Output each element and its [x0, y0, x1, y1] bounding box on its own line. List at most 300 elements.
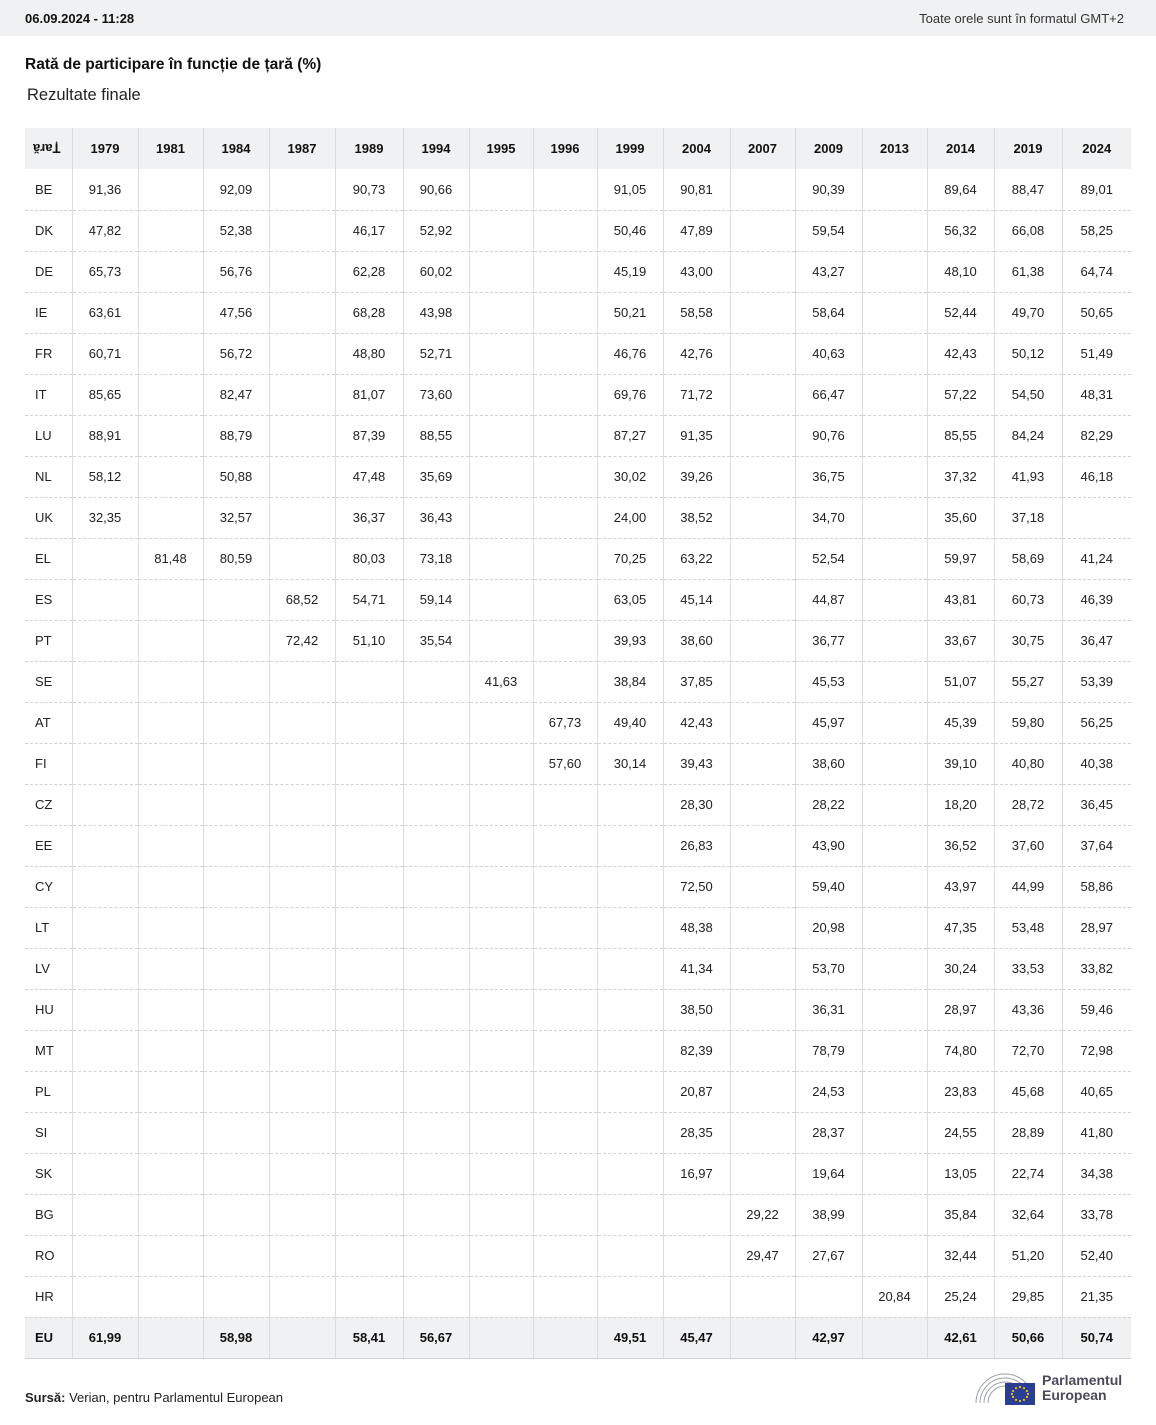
turnout-cell: 49,40: [597, 702, 663, 743]
turnout-cell: [469, 784, 533, 825]
turnout-cell: 58,41: [335, 1317, 403, 1358]
turnout-cell: [469, 989, 533, 1030]
year-header-1987[interactable]: 1987: [269, 128, 335, 169]
turnout-cell: 21,35: [1062, 1276, 1131, 1317]
turnout-cell: [72, 620, 138, 661]
turnout-cell: [403, 784, 469, 825]
country-code: PT: [25, 620, 72, 661]
turnout-cell: [138, 1235, 203, 1276]
turnout-cell: [730, 661, 795, 702]
turnout-cell: [469, 1071, 533, 1112]
turnout-cell: [597, 989, 663, 1030]
turnout-cell: 58,86: [1062, 866, 1131, 907]
country-code: LU: [25, 415, 72, 456]
turnout-cell: [862, 1317, 927, 1358]
source-text: Verian, pentru Parlamentul European: [69, 1390, 284, 1405]
turnout-cell: 66,47: [795, 374, 862, 415]
year-header-2009[interactable]: 2009: [795, 128, 862, 169]
turnout-cell: 72,42: [269, 620, 335, 661]
turnout-cell: [862, 292, 927, 333]
year-header-1994[interactable]: 1994: [403, 128, 469, 169]
year-header-2013[interactable]: 2013: [862, 128, 927, 169]
turnout-cell: [862, 415, 927, 456]
turnout-cell: 68,28: [335, 292, 403, 333]
turnout-cell: 82,29: [1062, 415, 1131, 456]
turnout-cell: [403, 661, 469, 702]
turnout-cell: [730, 1071, 795, 1112]
turnout-cell: [138, 333, 203, 374]
turnout-cell: [72, 866, 138, 907]
turnout-cell: [730, 702, 795, 743]
turnout-table: [25, 128, 1131, 1359]
turnout-cell: 54,50: [994, 374, 1062, 415]
turnout-cell: 36,37: [335, 497, 403, 538]
turnout-cell: [862, 907, 927, 948]
table-row: [25, 333, 1131, 374]
turnout-cell: 29,47: [730, 1235, 795, 1276]
turnout-cell: [862, 825, 927, 866]
turnout-cell: [403, 1194, 469, 1235]
turnout-cell: 59,40: [795, 866, 862, 907]
turnout-cell: 90,81: [663, 169, 730, 210]
table-row: [25, 620, 1131, 661]
turnout-cell: 47,89: [663, 210, 730, 251]
turnout-cell: 50,21: [597, 292, 663, 333]
table-row: [25, 948, 1131, 989]
turnout-cell: [203, 989, 269, 1030]
turnout-cell: [72, 702, 138, 743]
turnout-cell: 38,99: [795, 1194, 862, 1235]
turnout-cell: 49,51: [597, 1317, 663, 1358]
turnout-cell: [597, 948, 663, 989]
year-header-2007[interactable]: 2007: [730, 128, 795, 169]
turnout-cell: [72, 1235, 138, 1276]
turnout-cell: 36,75: [795, 456, 862, 497]
turnout-cell: 78,79: [795, 1030, 862, 1071]
turnout-cell: 50,46: [597, 210, 663, 251]
turnout-cell: 34,70: [795, 497, 862, 538]
country-code: BG: [25, 1194, 72, 1235]
turnout-cell: 24,00: [597, 497, 663, 538]
turnout-cell: 91,36: [72, 169, 138, 210]
turnout-cell: [269, 374, 335, 415]
turnout-cell: 28,97: [1062, 907, 1131, 948]
turnout-cell: 43,97: [927, 866, 994, 907]
turnout-cell: [138, 907, 203, 948]
turnout-cell: 32,44: [927, 1235, 994, 1276]
turnout-cell: [862, 579, 927, 620]
turnout-cell: [663, 1235, 730, 1276]
turnout-cell: 70,25: [597, 538, 663, 579]
turnout-cell: [269, 1235, 335, 1276]
table-row: [25, 784, 1131, 825]
turnout-cell: [403, 1112, 469, 1153]
table-row: [25, 1235, 1131, 1276]
turnout-cell: [203, 579, 269, 620]
year-header-2024[interactable]: 2024: [1062, 128, 1131, 169]
turnout-cell: [269, 825, 335, 866]
turnout-cell: 87,39: [335, 415, 403, 456]
turnout-cell: 66,08: [994, 210, 1062, 251]
turnout-cell: [862, 1194, 927, 1235]
turnout-cell: [533, 497, 597, 538]
turnout-cell: [269, 1317, 335, 1358]
turnout-cell: [72, 907, 138, 948]
turnout-cell: [72, 1071, 138, 1112]
turnout-cell: 92,09: [203, 169, 269, 210]
turnout-cell: 52,44: [927, 292, 994, 333]
turnout-cell: 48,38: [663, 907, 730, 948]
turnout-cell: [203, 1071, 269, 1112]
table-row: [25, 1153, 1131, 1194]
turnout-cell: 38,50: [663, 989, 730, 1030]
turnout-cell: 90,73: [335, 169, 403, 210]
turnout-cell: 63,22: [663, 538, 730, 579]
turnout-cell: [469, 579, 533, 620]
turnout-cell: [469, 1030, 533, 1071]
country-code: RO: [25, 1235, 72, 1276]
turnout-cell: 43,27: [795, 251, 862, 292]
turnout-cell: 38,84: [597, 661, 663, 702]
turnout-cell: [72, 784, 138, 825]
turnout-cell: 56,76: [203, 251, 269, 292]
turnout-cell: [138, 374, 203, 415]
turnout-cell: [269, 538, 335, 579]
timezone-note: Toate orele sunt în formatul GMT+2: [919, 10, 1124, 26]
turnout-cell: [533, 456, 597, 497]
turnout-cell: [730, 989, 795, 1030]
year-header-1995[interactable]: 1995: [469, 128, 533, 169]
logo-line-2: European: [1042, 1387, 1107, 1403]
turnout-cell: 59,46: [1062, 989, 1131, 1030]
turnout-cell: 57,22: [927, 374, 994, 415]
turnout-cell: 23,83: [927, 1071, 994, 1112]
turnout-cell: [533, 948, 597, 989]
turnout-cell: [335, 1153, 403, 1194]
turnout-cell: [469, 497, 533, 538]
turnout-cell: 90,66: [403, 169, 469, 210]
country-code: MT: [25, 1030, 72, 1071]
turnout-cell: 40,63: [795, 333, 862, 374]
turnout-cell: [533, 1112, 597, 1153]
turnout-cell: 51,20: [994, 1235, 1062, 1276]
turnout-cell: [663, 1276, 730, 1317]
turnout-cell: [730, 210, 795, 251]
turnout-cell: [597, 1153, 663, 1194]
turnout-cell: 24,55: [927, 1112, 994, 1153]
turnout-cell: 20,84: [862, 1276, 927, 1317]
turnout-cell: 72,70: [994, 1030, 1062, 1071]
turnout-cell: [730, 1153, 795, 1194]
turnout-cell: [469, 292, 533, 333]
turnout-cell: [203, 948, 269, 989]
turnout-cell: [730, 1112, 795, 1153]
turnout-cell: 90,39: [795, 169, 862, 210]
turnout-cell: 64,74: [1062, 251, 1131, 292]
turnout-cell: [138, 1276, 203, 1317]
turnout-cell: [469, 333, 533, 374]
turnout-cell: [533, 1235, 597, 1276]
turnout-cell: [469, 620, 533, 661]
turnout-cell: 81,48: [138, 538, 203, 579]
turnout-cell: [269, 497, 335, 538]
turnout-cell: 60,71: [72, 333, 138, 374]
year-header-1996[interactable]: 1996: [533, 128, 597, 169]
turnout-cell: 35,54: [403, 620, 469, 661]
turnout-cell: 38,60: [795, 743, 862, 784]
turnout-cell: [138, 497, 203, 538]
year-header-1979[interactable]: 1979: [72, 128, 138, 169]
results-datetime: 06.09.2024 - 11:28: [25, 10, 135, 26]
turnout-cell: 55,27: [994, 661, 1062, 702]
turnout-cell: 85,55: [927, 415, 994, 456]
turnout-cell: [269, 415, 335, 456]
turnout-cell: 40,65: [1062, 1071, 1131, 1112]
turnout-cell: [335, 989, 403, 1030]
turnout-cell: [269, 292, 335, 333]
turnout-cell: [138, 1030, 203, 1071]
country-code: FR: [25, 333, 72, 374]
turnout-cell: 35,60: [927, 497, 994, 538]
turnout-cell: [730, 333, 795, 374]
turnout-cell: 24,53: [795, 1071, 862, 1112]
turnout-cell: [138, 292, 203, 333]
turnout-cell: 33,82: [1062, 948, 1131, 989]
turnout-cell: 56,25: [1062, 702, 1131, 743]
turnout-cell: [138, 702, 203, 743]
table-row: [25, 374, 1131, 415]
turnout-cell: 32,57: [203, 497, 269, 538]
turnout-cell: 19,64: [795, 1153, 862, 1194]
turnout-cell: 32,64: [994, 1194, 1062, 1235]
turnout-cell: [138, 948, 203, 989]
country-code: BE: [25, 169, 72, 210]
year-header-2019[interactable]: 2019: [994, 128, 1062, 169]
turnout-cell: 44,87: [795, 579, 862, 620]
turnout-cell: [597, 1112, 663, 1153]
turnout-cell: 59,14: [403, 579, 469, 620]
turnout-cell: [862, 989, 927, 1030]
turnout-cell: 85,65: [72, 374, 138, 415]
european-parliament-logo[interactable]: [972, 1368, 1134, 1408]
country-code: PL: [25, 1071, 72, 1112]
table-row: [25, 907, 1131, 948]
turnout-cell: [403, 1071, 469, 1112]
turnout-cell: [730, 1030, 795, 1071]
turnout-cell: [862, 620, 927, 661]
turnout-cell: [138, 825, 203, 866]
turnout-cell: [730, 1276, 795, 1317]
turnout-cell: 29,22: [730, 1194, 795, 1235]
turnout-cell: [403, 989, 469, 1030]
year-header-2004[interactable]: 2004: [663, 128, 730, 169]
turnout-cell: [403, 1235, 469, 1276]
turnout-cell: 89,01: [1062, 169, 1131, 210]
turnout-cell: 22,74: [994, 1153, 1062, 1194]
year-header-1989[interactable]: 1989: [335, 128, 403, 169]
turnout-cell: 88,91: [72, 415, 138, 456]
turnout-cell: 48,80: [335, 333, 403, 374]
turnout-cell: 33,53: [994, 948, 1062, 989]
turnout-cell: 39,43: [663, 743, 730, 784]
turnout-cell: [403, 1276, 469, 1317]
turnout-cell: [203, 620, 269, 661]
turnout-cell: [203, 1030, 269, 1071]
turnout-cell: 58,98: [203, 1317, 269, 1358]
turnout-cell: [72, 661, 138, 702]
turnout-cell: 35,69: [403, 456, 469, 497]
turnout-cell: [730, 538, 795, 579]
country-code: HU: [25, 989, 72, 1030]
turnout-cell: 52,54: [795, 538, 862, 579]
country-code: EL: [25, 538, 72, 579]
turnout-cell: 46,18: [1062, 456, 1131, 497]
turnout-cell: 33,67: [927, 620, 994, 661]
turnout-cell: [72, 743, 138, 784]
year-header-2014[interactable]: 2014: [927, 128, 994, 169]
turnout-cell: [730, 948, 795, 989]
turnout-cell: [469, 743, 533, 784]
turnout-cell: [730, 907, 795, 948]
turnout-cell: [469, 456, 533, 497]
country-code: HR: [25, 1276, 72, 1317]
turnout-cell: 45,14: [663, 579, 730, 620]
turnout-cell: [269, 661, 335, 702]
turnout-cell: 74,80: [927, 1030, 994, 1071]
turnout-cell: 28,72: [994, 784, 1062, 825]
turnout-cell: 41,80: [1062, 1112, 1131, 1153]
turnout-cell: 16,97: [663, 1153, 730, 1194]
year-header-1984[interactable]: 1984: [203, 128, 269, 169]
turnout-cell: [469, 702, 533, 743]
turnout-cell: 45,19: [597, 251, 663, 292]
turnout-cell: [403, 907, 469, 948]
turnout-cell: [269, 169, 335, 210]
turnout-cell: [469, 825, 533, 866]
turnout-cell: [730, 251, 795, 292]
turnout-cell: [403, 702, 469, 743]
country-code: SK: [25, 1153, 72, 1194]
turnout-cell: [203, 825, 269, 866]
turnout-cell: [203, 1112, 269, 1153]
turnout-cell: [730, 1317, 795, 1358]
page-subtitle: Rezultate finale: [27, 86, 141, 104]
turnout-cell: 52,92: [403, 210, 469, 251]
turnout-cell: 56,67: [403, 1317, 469, 1358]
turnout-cell: [335, 743, 403, 784]
turnout-cell: [138, 1317, 203, 1358]
turnout-cell: [469, 374, 533, 415]
turnout-cell: [203, 1276, 269, 1317]
turnout-cell: [730, 415, 795, 456]
turnout-cell: [469, 251, 533, 292]
turnout-cell: 91,05: [597, 169, 663, 210]
turnout-cell: 89,64: [927, 169, 994, 210]
turnout-cell: 88,79: [203, 415, 269, 456]
country-code: DK: [25, 210, 72, 251]
turnout-cell: 56,72: [203, 333, 269, 374]
logo-line-1: Parlamentul: [1042, 1372, 1123, 1388]
table-row: [25, 661, 1131, 702]
country-code: ES: [25, 579, 72, 620]
turnout-cell: [138, 415, 203, 456]
turnout-cell: [203, 1194, 269, 1235]
turnout-cell: 36,43: [403, 497, 469, 538]
page-title: Rată de participare în funcție de țară (%): [25, 56, 322, 73]
turnout-cell: 41,24: [1062, 538, 1131, 579]
turnout-cell: [469, 1112, 533, 1153]
turnout-cell: 58,69: [994, 538, 1062, 579]
turnout-cell: 42,76: [663, 333, 730, 374]
turnout-cell: 52,71: [403, 333, 469, 374]
turnout-cell: 72,98: [1062, 1030, 1131, 1071]
turnout-cell: [269, 784, 335, 825]
turnout-cell: 28,22: [795, 784, 862, 825]
turnout-cell: 80,59: [203, 538, 269, 579]
turnout-cell: [335, 661, 403, 702]
country-code: NL: [25, 456, 72, 497]
turnout-cell: [862, 169, 927, 210]
turnout-cell: [269, 333, 335, 374]
turnout-cell: [269, 948, 335, 989]
turnout-cell: [72, 1194, 138, 1235]
turnout-cell: [597, 866, 663, 907]
turnout-cell: 50,74: [1062, 1317, 1131, 1358]
source-label: Sursă:: [25, 1390, 66, 1405]
turnout-cell: [533, 866, 597, 907]
turnout-cell: 82,39: [663, 1030, 730, 1071]
country-code: FI: [25, 743, 72, 784]
turnout-cell: 48,10: [927, 251, 994, 292]
turnout-cell: 54,71: [335, 579, 403, 620]
turnout-cell: 45,47: [663, 1317, 730, 1358]
turnout-cell: 82,47: [203, 374, 269, 415]
turnout-cell: 68,52: [269, 579, 335, 620]
country-column-header[interactable]: Țară: [25, 128, 72, 169]
turnout-cell: 50,12: [994, 333, 1062, 374]
turnout-cell: 51,10: [335, 620, 403, 661]
turnout-cell: [469, 1235, 533, 1276]
turnout-cell: 20,87: [663, 1071, 730, 1112]
turnout-cell: [335, 825, 403, 866]
year-header-1999[interactable]: 1999: [597, 128, 663, 169]
turnout-cell: [269, 702, 335, 743]
year-header-1981[interactable]: 1981: [138, 128, 203, 169]
turnout-cell: 39,26: [663, 456, 730, 497]
turnout-cell: 43,81: [927, 579, 994, 620]
turnout-cell: [138, 989, 203, 1030]
turnout-cell: [862, 702, 927, 743]
table-row: [25, 456, 1131, 497]
turnout-cell: 53,39: [1062, 661, 1131, 702]
turnout-cell: [862, 538, 927, 579]
turnout-cell: 30,24: [927, 948, 994, 989]
turnout-cell: 40,80: [994, 743, 1062, 784]
turnout-cell: [203, 866, 269, 907]
turnout-cell: [597, 1276, 663, 1317]
table-body: [25, 169, 1131, 1358]
turnout-cell: [862, 1112, 927, 1153]
turnout-cell: [138, 1071, 203, 1112]
turnout-cell: [533, 1153, 597, 1194]
turnout-cell: [597, 1194, 663, 1235]
turnout-cell: 51,07: [927, 661, 994, 702]
turnout-cell: [730, 169, 795, 210]
turnout-cell: [269, 989, 335, 1030]
turnout-cell: 34,38: [1062, 1153, 1131, 1194]
turnout-cell: [269, 1030, 335, 1071]
turnout-cell: 59,97: [927, 538, 994, 579]
